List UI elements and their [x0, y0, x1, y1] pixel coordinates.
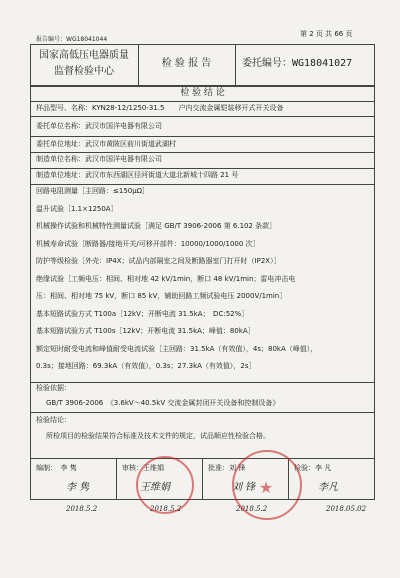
test-item: 机械寿命试验［断路器/接地开关/可移开部件：10000/1000/1000 次］	[36, 239, 260, 248]
maker-addr-row: 制造单位地址：武汉市东西湖区径河街道大道北新城十四路 21 号	[36, 171, 239, 179]
test-list	[36, 187, 372, 380]
conclusion-title: 检 验 结 论	[180, 88, 225, 98]
test-item: 压：相间、相对地 75 kV，断口 85 kV，辅助回路工频试验电压 2000V/1min］	[36, 292, 287, 300]
commission-no: 委托编号：WG18041027	[242, 58, 353, 69]
client-addr-row: 委托单位地址：武汉市黄陂区前川街道武湖村	[36, 140, 176, 148]
approver-row: 批准：刘 锋	[208, 464, 246, 472]
org-line2: 监督检验中心	[54, 66, 114, 77]
seal-stamp-left	[136, 456, 194, 514]
test-item: 基本短路试验方式 T100a［12kV；开断电流 31.5kA； DC:52%］	[36, 309, 249, 318]
model-row: 样品型号、名称：KYN28-12/1250-31.5 户内交流金属铠装移开式开关设备	[36, 104, 284, 112]
test-item: 防护等级检验［外壳：IP4X；试品内部隔室之间及断路器室门打开时（IP2X）］	[36, 257, 281, 265]
conclusion-label: 检验结论：	[36, 416, 71, 424]
test-item: 机械操作试验和机械特性测量试验［满足 GB/T 3906-2006 第 6.102 条款］	[36, 222, 277, 230]
compiler-row: 编制： 李 隽	[36, 464, 77, 472]
signature-3: 刘 锋	[232, 482, 256, 493]
test-item: 温升试验［1.1×1250A］	[36, 204, 118, 213]
date-4: 2018.05.02	[326, 505, 367, 513]
checker-row: 审核：王维娟	[122, 464, 164, 472]
seal-star-icon: ★	[258, 478, 274, 497]
basis-label: 检验依据：	[36, 384, 71, 392]
date-1: 2018.5.2	[66, 505, 98, 513]
page-info: 第 2 页 共 66 页	[300, 30, 353, 38]
test-item: 基本短路试验方式 T100s［12kV；开断电流 31.5kA；峰值：80kA］	[36, 327, 255, 335]
signature-1: 李 隽	[66, 482, 90, 493]
report-no: 报告编号：WG18041044	[36, 36, 108, 43]
report-title: 检 验 报 告	[161, 58, 212, 69]
test-item: 额定短时耐受电流和峰值耐受电流试验［主回路：31.5kA（有效值），4s；80kA（峰值），	[36, 344, 318, 353]
org-line1: 国家高低压电器质量	[39, 50, 129, 61]
inspector-row: 检验：李 凡	[294, 464, 332, 472]
test-item: 绝缘试验［工频电压：相间、相对地 42 kV/1min，断口 48 kV/1min；雷电冲击电	[36, 274, 296, 283]
signature-4: 李凡	[318, 482, 338, 493]
test-item: 回路电阻测量［主回路：≤150μΩ］	[36, 187, 150, 195]
test-item: 0.3s；接地回路：69.3kA（有效值），0.3s；27.3kA（有效值），2s］	[36, 362, 256, 370]
date-3: 2018.5.2	[236, 505, 268, 513]
signature-2: 王维娟	[140, 482, 170, 493]
basis-value: GB/T 3906-2006 《3.6kV～40.5kV 交流金属封闭开关设备和控制设备》	[46, 399, 280, 407]
client-row: 委托单位名称：武汉市国洋电器有限公司	[36, 122, 162, 130]
conclusion-value: 所检项目的检验结果符合标准及技术文件的规定，试品顺应性检验合格。	[46, 432, 270, 440]
maker-row: 制造单位名称：武汉市国洋电器有限公司	[36, 155, 162, 163]
date-2: 2018.5.2	[150, 505, 182, 513]
